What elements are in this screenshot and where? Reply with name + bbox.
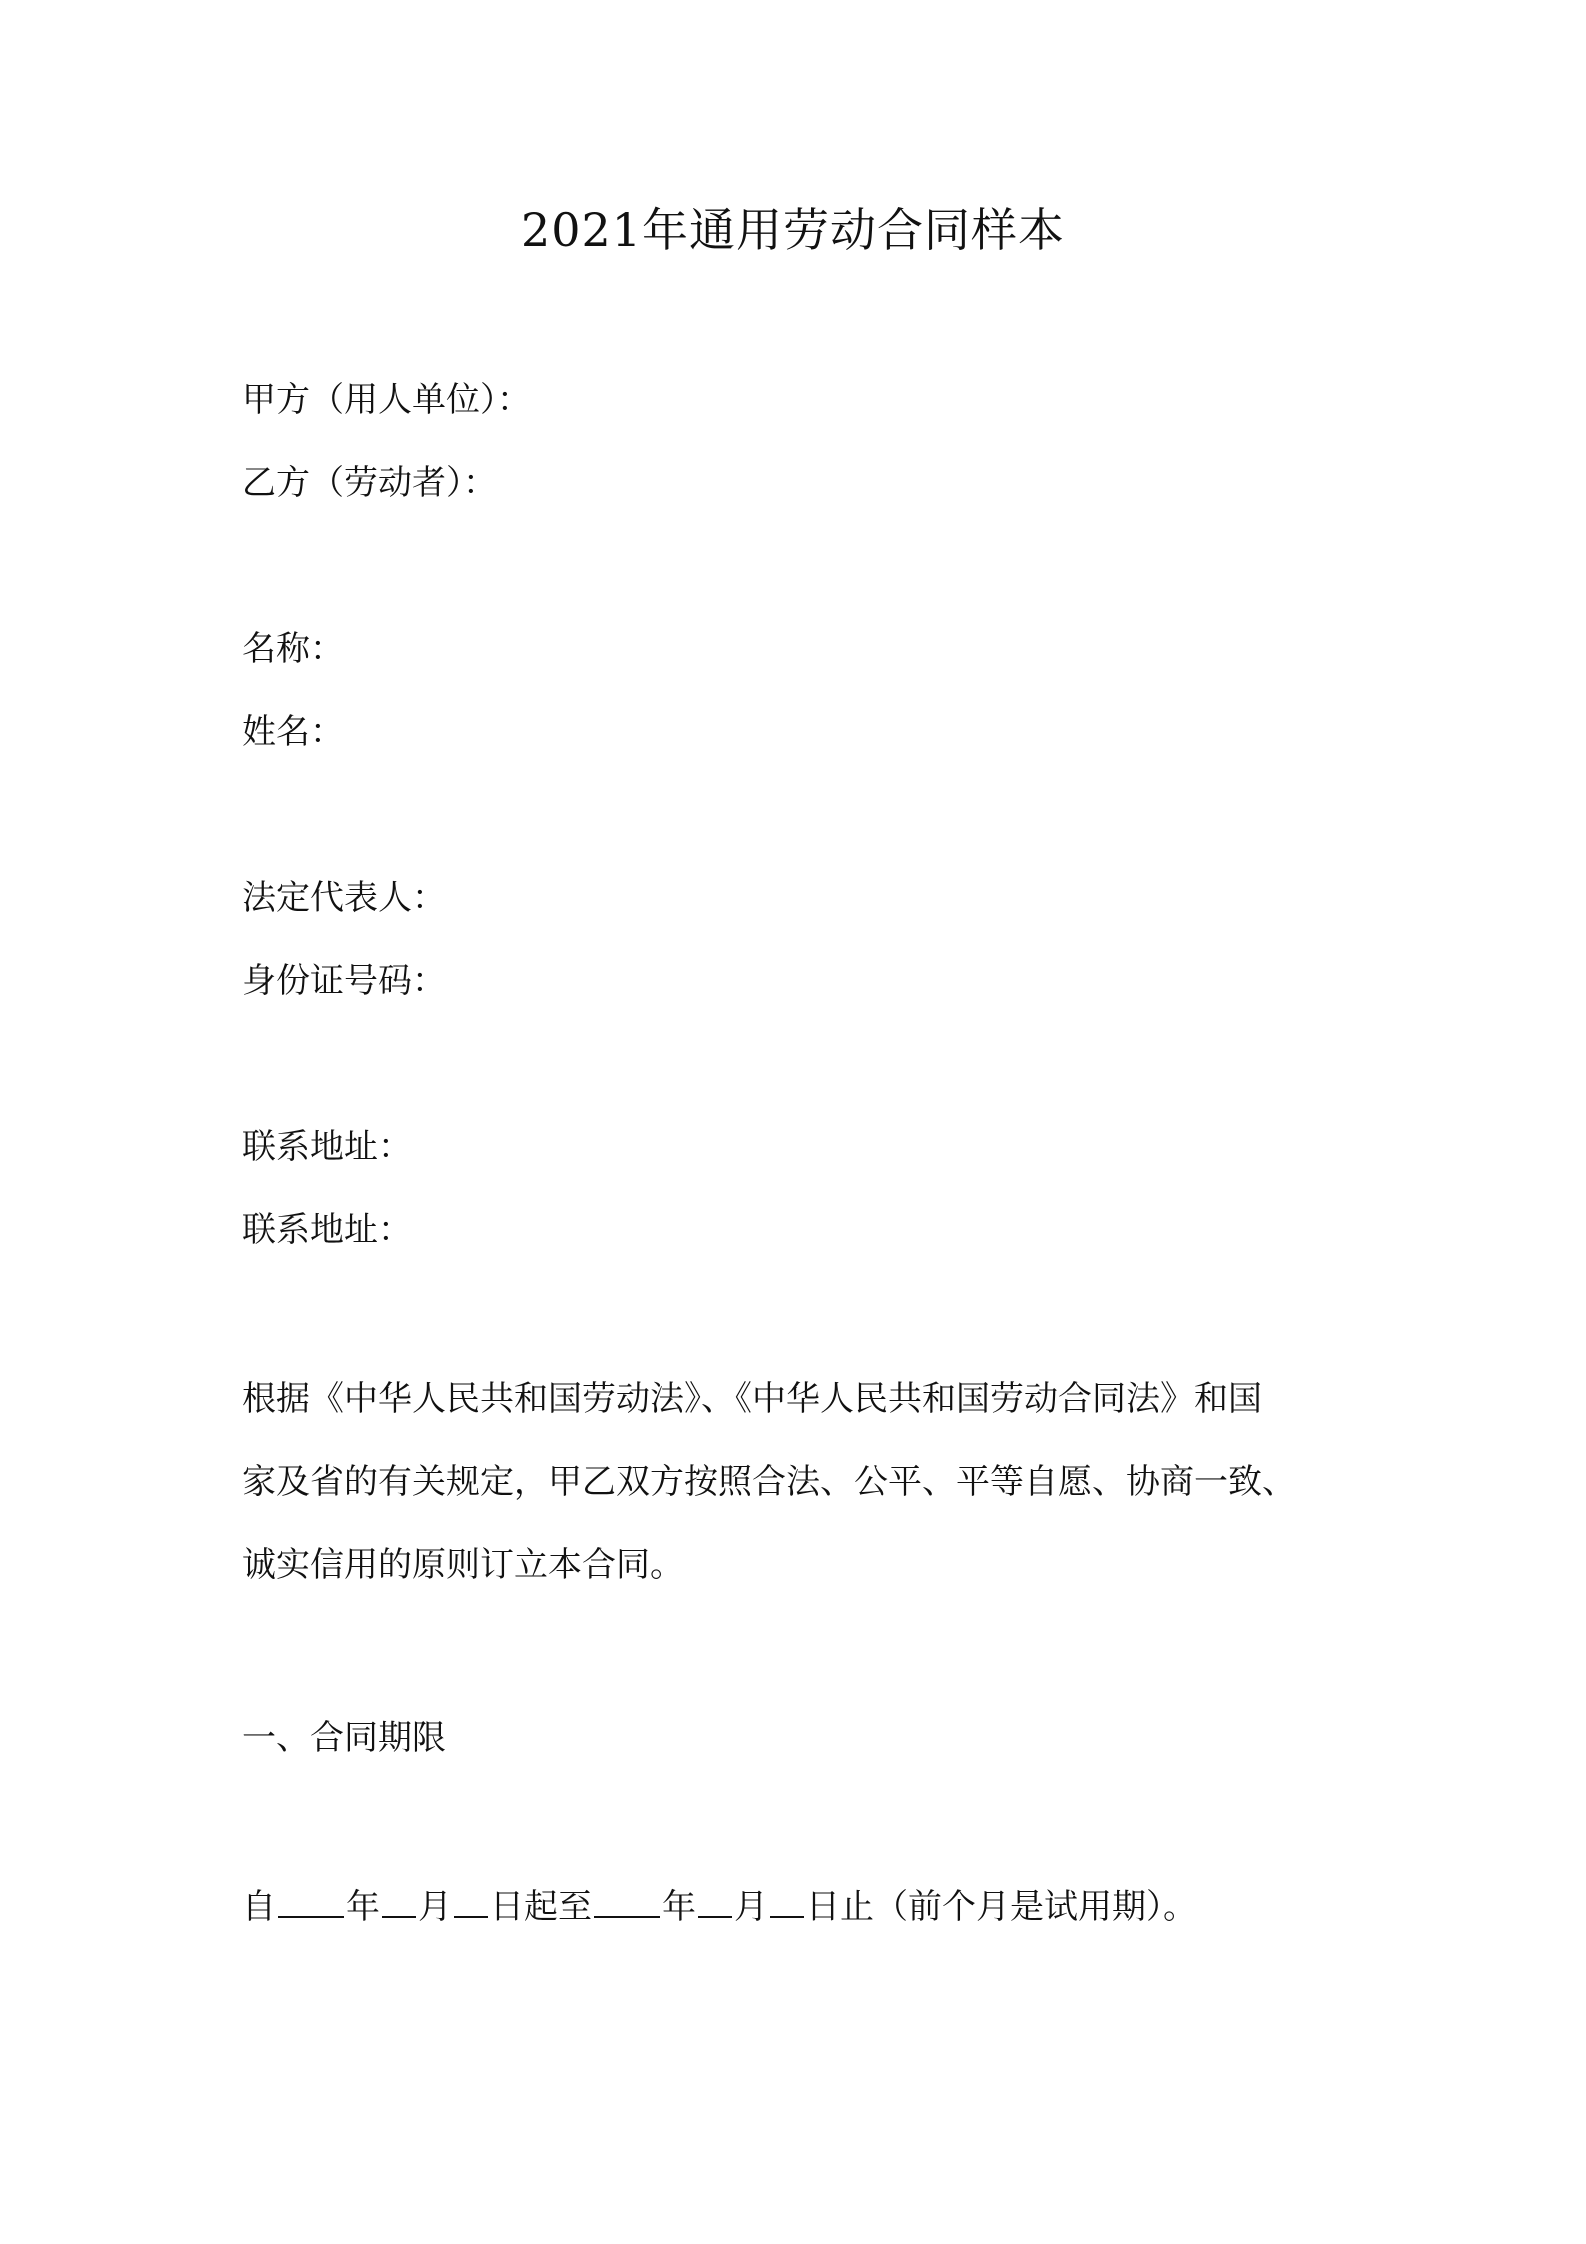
- id-number-label: 身份证号码：: [242, 961, 446, 1001]
- term-day-from-text: 日起至: [490, 1887, 592, 1927]
- preamble-line: 诚实信用的原则订立本合同。: [242, 1545, 684, 1585]
- start-year-blank[interactable]: [278, 1882, 344, 1918]
- preamble-line: 家及省的有关规定，甲乙双方按照合法、公平、平等自愿、协商一致、: [242, 1462, 1296, 1502]
- contract-term-line: [242, 1882, 1197, 1929]
- term-year-text: 年: [662, 1887, 696, 1927]
- document-title: 2021年通用劳动合同样本: [520, 203, 1066, 257]
- employee-address-label: 联系地址：: [242, 1210, 412, 1250]
- employee-name-label: 姓名：: [242, 712, 344, 752]
- legal-representative-label: 法定代表人：: [242, 878, 446, 918]
- term-from-text: 自: [242, 1887, 276, 1927]
- company-name-label: 名称：: [242, 629, 344, 669]
- party-a-label: 甲方（用人单位）：: [242, 380, 531, 420]
- party-b-label: 乙方（劳动者）：: [242, 463, 497, 503]
- end-day-blank[interactable]: [770, 1882, 804, 1918]
- term-month-text: 月: [734, 1887, 768, 1927]
- end-month-blank[interactable]: [698, 1882, 732, 1918]
- term-month-text: 月: [418, 1887, 452, 1927]
- end-year-blank[interactable]: [594, 1882, 660, 1918]
- term-year-text: 年: [346, 1887, 380, 1927]
- start-day-blank[interactable]: [454, 1882, 488, 1918]
- preamble-paragraph: [242, 1358, 1382, 1607]
- company-address-label: 联系地址：: [242, 1127, 412, 1167]
- preamble-line: 根据《中华人民共和国劳动法》、《中华人民共和国劳动合同法》和国: [242, 1379, 1262, 1419]
- section-1-heading: 一、合同期限: [242, 1718, 446, 1758]
- start-month-blank[interactable]: [382, 1882, 416, 1918]
- term-day-to-text: 日止（前个月是试用期）。: [806, 1887, 1197, 1927]
